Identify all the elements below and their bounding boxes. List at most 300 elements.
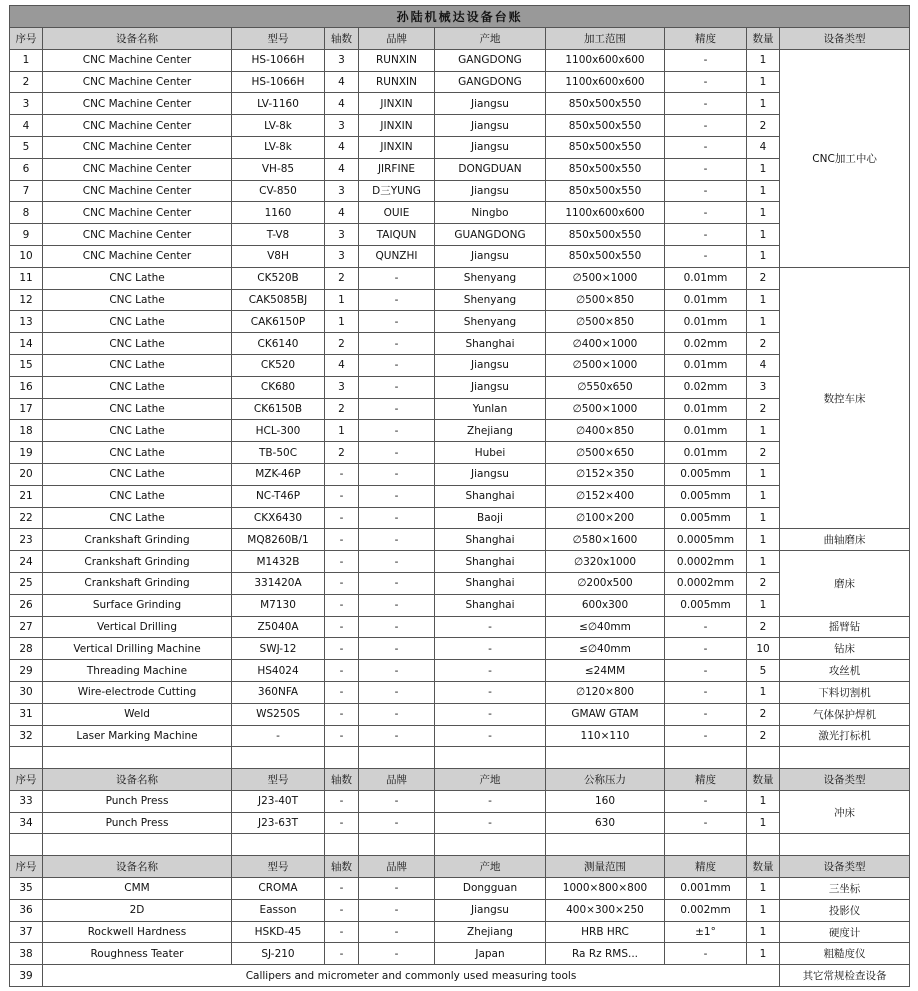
type-cell: 粗糙度仪 <box>780 943 910 965</box>
name-cell: CNC Lathe <box>43 333 232 355</box>
header-axes: 轴数 <box>325 769 359 791</box>
name-cell: CNC Lathe <box>43 507 232 529</box>
name-cell: CNC Lathe <box>43 420 232 442</box>
name-cell: CNC Machine Center <box>43 93 232 115</box>
precision-cell: - <box>665 812 747 834</box>
name-cell: Weld <box>43 703 232 725</box>
brand-cell: - <box>359 703 435 725</box>
header-row <box>10 856 910 878</box>
header-precision: 精度 <box>665 28 747 50</box>
model-cell: CV-850 <box>232 180 325 202</box>
blank-cell <box>325 747 359 769</box>
model-cell: 331420A <box>232 572 325 594</box>
range-cell: ∅200x500 <box>546 572 665 594</box>
precision-cell: 0.005mm <box>665 485 747 507</box>
type-cell: CNC加工中心 <box>780 49 910 267</box>
precision-cell: 0.02mm <box>665 333 747 355</box>
header-type: 设备类型 <box>780 856 910 878</box>
precision-cell: - <box>665 224 747 246</box>
model-cell: HS-1066H <box>232 71 325 93</box>
precision-cell: 0.005mm <box>665 594 747 616</box>
table-row <box>10 115 910 137</box>
range-cell: 110×110 <box>546 725 665 747</box>
model-cell: V8H <box>232 245 325 267</box>
table-row <box>10 638 910 660</box>
axes-cell: 3 <box>325 49 359 71</box>
blank-cell <box>780 834 910 856</box>
model-cell: J23-63T <box>232 812 325 834</box>
header-precision: 精度 <box>665 856 747 878</box>
seq-cell: 31 <box>10 703 43 725</box>
header-seq: 序号 <box>10 28 43 50</box>
name-cell: CNC Lathe <box>43 289 232 311</box>
seq-cell: 3 <box>10 93 43 115</box>
header-row <box>10 28 910 50</box>
origin-cell: Jiangsu <box>435 899 546 921</box>
axes-cell: - <box>325 790 359 812</box>
axes-cell: - <box>325 943 359 965</box>
brand-cell: JINXIN <box>359 136 435 158</box>
precision-cell: - <box>665 638 747 660</box>
type-cell: 摇臂钻 <box>780 616 910 638</box>
qty-cell: 1 <box>747 507 780 529</box>
qty-cell: 1 <box>747 899 780 921</box>
header-brand: 品牌 <box>359 856 435 878</box>
range-cell: ≤24MM <box>546 660 665 682</box>
axes-cell: - <box>325 507 359 529</box>
model-cell: CK520B <box>232 267 325 289</box>
blank-cell <box>43 834 232 856</box>
model-cell: CKX6430 <box>232 507 325 529</box>
origin-cell: - <box>435 703 546 725</box>
range-cell: ≤∅40mm <box>546 638 665 660</box>
header-qty: 数量 <box>747 769 780 791</box>
header-model: 型号 <box>232 856 325 878</box>
model-cell: WS250S <box>232 703 325 725</box>
range-cell: ∅500×1000 <box>546 398 665 420</box>
brand-cell: JIRFINE <box>359 158 435 180</box>
seq-cell: 17 <box>10 398 43 420</box>
range-cell: 850x500x550 <box>546 180 665 202</box>
axes-cell: 3 <box>325 180 359 202</box>
name-cell: CNC Lathe <box>43 463 232 485</box>
axes-cell: - <box>325 878 359 900</box>
table-row <box>10 878 910 900</box>
blank-cell <box>665 834 747 856</box>
origin-cell: Shanghai <box>435 594 546 616</box>
seq-cell: 33 <box>10 790 43 812</box>
qty-cell: 2 <box>747 333 780 355</box>
origin-cell: Jiangsu <box>435 245 546 267</box>
model-cell: J23-40T <box>232 790 325 812</box>
header-seq: 序号 <box>10 856 43 878</box>
name-cell: CNC Lathe <box>43 398 232 420</box>
name-cell: CNC Machine Center <box>43 202 232 224</box>
seq-cell: 38 <box>10 943 43 965</box>
name-cell: CNC Lathe <box>43 311 232 333</box>
qty-cell: 2 <box>747 115 780 137</box>
brand-cell: - <box>359 311 435 333</box>
table-row <box>10 551 910 573</box>
type-cell: 下料切割机 <box>780 681 910 703</box>
header-row <box>10 769 910 791</box>
precision-cell: 0.01mm <box>665 354 747 376</box>
table-row <box>10 376 910 398</box>
range-cell: 160 <box>546 790 665 812</box>
seq-cell: 22 <box>10 507 43 529</box>
name-cell: CNC Lathe <box>43 354 232 376</box>
blank-cell <box>546 834 665 856</box>
blank-cell <box>10 834 43 856</box>
seq-cell: 13 <box>10 311 43 333</box>
precision-cell: 0.01mm <box>665 442 747 464</box>
axes-cell: 2 <box>325 333 359 355</box>
model-cell: SJ-210 <box>232 943 325 965</box>
table-row <box>10 442 910 464</box>
precision-cell: - <box>665 136 747 158</box>
brand-cell: - <box>359 420 435 442</box>
axes-cell: 4 <box>325 202 359 224</box>
name-cell: 2D <box>43 899 232 921</box>
table-row <box>10 202 910 224</box>
header-type: 设备类型 <box>780 769 910 791</box>
axes-cell: 4 <box>325 354 359 376</box>
axes-cell: 4 <box>325 136 359 158</box>
origin-cell: Shenyang <box>435 289 546 311</box>
model-cell: CAK6150P <box>232 311 325 333</box>
qty-cell: 5 <box>747 660 780 682</box>
seq-cell: 8 <box>10 202 43 224</box>
precision-cell: 0.001mm <box>665 878 747 900</box>
range-cell: ∅500×1000 <box>546 267 665 289</box>
brand-cell: - <box>359 463 435 485</box>
precision-cell: - <box>665 616 747 638</box>
brand-cell: JINXIN <box>359 93 435 115</box>
seq-cell: 23 <box>10 529 43 551</box>
range-cell: ∅500×650 <box>546 442 665 464</box>
origin-cell: GANGDONG <box>435 49 546 71</box>
model-cell: 360NFA <box>232 681 325 703</box>
range-cell: 850x500x550 <box>546 115 665 137</box>
seq-cell: 32 <box>10 725 43 747</box>
precision-cell: 0.01mm <box>665 398 747 420</box>
range-cell: 630 <box>546 812 665 834</box>
precision-cell: ±1° <box>665 921 747 943</box>
model-cell: LV-8k <box>232 115 325 137</box>
table-row <box>10 463 910 485</box>
brand-cell: D三YUNG <box>359 180 435 202</box>
origin-cell: - <box>435 812 546 834</box>
axes-cell: - <box>325 921 359 943</box>
qty-cell: 1 <box>747 158 780 180</box>
model-cell: MQ8260B/1 <box>232 529 325 551</box>
seq-cell: 14 <box>10 333 43 355</box>
qty-cell: 1 <box>747 224 780 246</box>
origin-cell: - <box>435 616 546 638</box>
type-cell: 其它常规检查设备 <box>780 965 910 987</box>
model-cell: CK6150B <box>232 398 325 420</box>
model-cell: 1160 <box>232 202 325 224</box>
axes-cell: - <box>325 638 359 660</box>
axes-cell: - <box>325 660 359 682</box>
blank-cell <box>359 747 435 769</box>
precision-cell: 0.01mm <box>665 311 747 333</box>
header-precision: 精度 <box>665 769 747 791</box>
title-row <box>10 6 910 28</box>
brand-cell: JINXIN <box>359 115 435 137</box>
range-cell: ≤∅40mm <box>546 616 665 638</box>
seq-cell: 16 <box>10 376 43 398</box>
range-cell: ∅500×850 <box>546 311 665 333</box>
name-cell: CNC Lathe <box>43 376 232 398</box>
header-origin: 产地 <box>435 856 546 878</box>
name-cell: CNC Machine Center <box>43 71 232 93</box>
qty-cell: 2 <box>747 725 780 747</box>
table-row <box>10 49 910 71</box>
blank-cell <box>780 747 910 769</box>
brand-cell: - <box>359 442 435 464</box>
axes-cell: 3 <box>325 245 359 267</box>
range-cell: 1100x600x600 <box>546 202 665 224</box>
seq-cell: 39 <box>10 965 43 987</box>
seq-cell: 28 <box>10 638 43 660</box>
brand-cell: - <box>359 812 435 834</box>
precision-cell: - <box>665 725 747 747</box>
header-axes: 轴数 <box>325 28 359 50</box>
origin-cell: GANGDONG <box>435 71 546 93</box>
blank-cell <box>10 747 43 769</box>
seq-cell: 15 <box>10 354 43 376</box>
type-cell: 硬度计 <box>780 921 910 943</box>
precision-cell: - <box>665 943 747 965</box>
header-range: 测量范围 <box>546 856 665 878</box>
axes-cell: 2 <box>325 267 359 289</box>
blank-cell <box>325 834 359 856</box>
qty-cell: 2 <box>747 442 780 464</box>
origin-cell: Jiangsu <box>435 180 546 202</box>
model-cell: LV-1160 <box>232 93 325 115</box>
precision-cell: - <box>665 245 747 267</box>
blank-cell <box>232 747 325 769</box>
name-cell: CNC Machine Center <box>43 245 232 267</box>
blank-cell <box>546 747 665 769</box>
brand-cell: - <box>359 725 435 747</box>
axes-cell: 2 <box>325 442 359 464</box>
origin-cell: Jiangsu <box>435 136 546 158</box>
qty-cell: 4 <box>747 354 780 376</box>
name-cell: CNC Machine Center <box>43 158 232 180</box>
header-model: 型号 <box>232 28 325 50</box>
seq-cell: 27 <box>10 616 43 638</box>
table-row <box>10 224 910 246</box>
model-cell: Easson <box>232 899 325 921</box>
range-cell: ∅320x1000 <box>546 551 665 573</box>
axes-cell: 3 <box>325 376 359 398</box>
table-row <box>10 965 910 987</box>
table-row <box>10 594 910 616</box>
type-cell: 投影仪 <box>780 899 910 921</box>
blank-cell <box>665 747 747 769</box>
range-cell: 1100x600x600 <box>546 49 665 71</box>
axes-cell: - <box>325 485 359 507</box>
seq-cell: 34 <box>10 812 43 834</box>
precision-cell: 0.005mm <box>665 507 747 529</box>
range-cell: ∅100×200 <box>546 507 665 529</box>
table-row <box>10 725 910 747</box>
name-cell: CNC Machine Center <box>43 180 232 202</box>
origin-cell: Shanghai <box>435 333 546 355</box>
model-cell: Z5040A <box>232 616 325 638</box>
header-brand: 品牌 <box>359 28 435 50</box>
model-cell: HCL-300 <box>232 420 325 442</box>
brand-cell: - <box>359 638 435 660</box>
origin-cell: Shanghai <box>435 529 546 551</box>
type-cell: 曲轴磨床 <box>780 529 910 551</box>
seq-cell: 30 <box>10 681 43 703</box>
table-row <box>10 681 910 703</box>
qty-cell: 1 <box>747 681 780 703</box>
table-row <box>10 616 910 638</box>
name-cell: Rockwell Hardness <box>43 921 232 943</box>
name-cell: Vertical Drilling Machine <box>43 638 232 660</box>
precision-cell: 0.0002mm <box>665 572 747 594</box>
qty-cell: 1 <box>747 289 780 311</box>
seq-cell: 21 <box>10 485 43 507</box>
seq-cell: 7 <box>10 180 43 202</box>
seq-cell: 11 <box>10 267 43 289</box>
range-cell: ∅550x650 <box>546 376 665 398</box>
brand-cell: - <box>359 921 435 943</box>
precision-cell: - <box>665 93 747 115</box>
origin-cell: Shenyang <box>435 267 546 289</box>
range-cell: 850x500x550 <box>546 136 665 158</box>
axes-cell: - <box>325 703 359 725</box>
origin-cell: Dongguan <box>435 878 546 900</box>
name-cell: CNC Machine Center <box>43 49 232 71</box>
origin-cell: Shanghai <box>435 551 546 573</box>
precision-cell: 0.01mm <box>665 267 747 289</box>
table-row <box>10 311 910 333</box>
brand-cell: TAIQUN <box>359 224 435 246</box>
range-cell: 600x300 <box>546 594 665 616</box>
qty-cell: 10 <box>747 638 780 660</box>
seq-cell: 29 <box>10 660 43 682</box>
range-cell: 850x500x550 <box>546 245 665 267</box>
model-cell: CK520 <box>232 354 325 376</box>
table-row <box>10 899 910 921</box>
range-cell: 850x500x550 <box>546 93 665 115</box>
name-cell: Crankshaft Grinding <box>43 572 232 594</box>
type-cell: 三坐标 <box>780 878 910 900</box>
range-cell: ∅580×1600 <box>546 529 665 551</box>
qty-cell: 1 <box>747 180 780 202</box>
name-cell: Wire-electrode Cutting <box>43 681 232 703</box>
qty-cell: 1 <box>747 551 780 573</box>
seq-cell: 25 <box>10 572 43 594</box>
table-row <box>10 943 910 965</box>
origin-cell: Japan <box>435 943 546 965</box>
model-cell: NC-T46P <box>232 485 325 507</box>
precision-cell: - <box>665 49 747 71</box>
table-row <box>10 267 910 289</box>
brand-cell: OUIE <box>359 202 435 224</box>
qty-cell: 2 <box>747 572 780 594</box>
seq-cell: 18 <box>10 420 43 442</box>
qty-cell: 1 <box>747 93 780 115</box>
table-row <box>10 136 910 158</box>
brand-cell: - <box>359 660 435 682</box>
model-cell: T-V8 <box>232 224 325 246</box>
name-cell: Punch Press <box>43 790 232 812</box>
precision-cell: - <box>665 71 747 93</box>
range-cell: HRB HRC <box>546 921 665 943</box>
range-cell: ∅500×1000 <box>546 354 665 376</box>
blank-cell <box>747 747 780 769</box>
origin-cell: Ningbo <box>435 202 546 224</box>
axes-cell: 4 <box>325 93 359 115</box>
qty-cell: 2 <box>747 267 780 289</box>
seq-cell: 1 <box>10 49 43 71</box>
brand-cell: - <box>359 943 435 965</box>
precision-cell: - <box>665 681 747 703</box>
seq-cell: 20 <box>10 463 43 485</box>
seq-cell: 9 <box>10 224 43 246</box>
seq-cell: 5 <box>10 136 43 158</box>
precision-cell: 0.005mm <box>665 463 747 485</box>
blank-cell <box>232 834 325 856</box>
axes-cell: 1 <box>325 289 359 311</box>
axes-cell: - <box>325 529 359 551</box>
origin-cell: - <box>435 638 546 660</box>
brand-cell: RUNXIN <box>359 71 435 93</box>
origin-cell: Shenyang <box>435 311 546 333</box>
table-row <box>10 485 910 507</box>
origin-cell: Baoji <box>435 507 546 529</box>
seq-cell: 26 <box>10 594 43 616</box>
type-cell: 磨床 <box>780 551 910 616</box>
qty-cell: 1 <box>747 202 780 224</box>
seq-cell: 10 <box>10 245 43 267</box>
range-cell: Ra Rz RMS... <box>546 943 665 965</box>
table-row <box>10 507 910 529</box>
precision-cell: 0.0005mm <box>665 529 747 551</box>
table-row <box>10 572 910 594</box>
model-cell: MZK-46P <box>232 463 325 485</box>
brand-cell: - <box>359 529 435 551</box>
header-origin: 产地 <box>435 28 546 50</box>
table-row <box>10 812 910 834</box>
origin-cell: Jiangsu <box>435 115 546 137</box>
brand-cell: - <box>359 398 435 420</box>
precision-cell: 0.002mm <box>665 899 747 921</box>
header-range: 加工范围 <box>546 28 665 50</box>
header-brand: 品牌 <box>359 769 435 791</box>
brand-cell: - <box>359 267 435 289</box>
qty-cell: 4 <box>747 136 780 158</box>
origin-cell: Zhejiang <box>435 420 546 442</box>
axes-cell: - <box>325 681 359 703</box>
axes-cell: - <box>325 463 359 485</box>
header-name: 设备名称 <box>43 769 232 791</box>
axes-cell: - <box>325 594 359 616</box>
qty-cell: 1 <box>747 529 780 551</box>
qty-cell: 2 <box>747 398 780 420</box>
header-type: 设备类型 <box>780 28 910 50</box>
name-cell: CNC Machine Center <box>43 115 232 137</box>
brand-cell: - <box>359 878 435 900</box>
name-cell: CNC Lathe <box>43 485 232 507</box>
qty-cell: 1 <box>747 878 780 900</box>
